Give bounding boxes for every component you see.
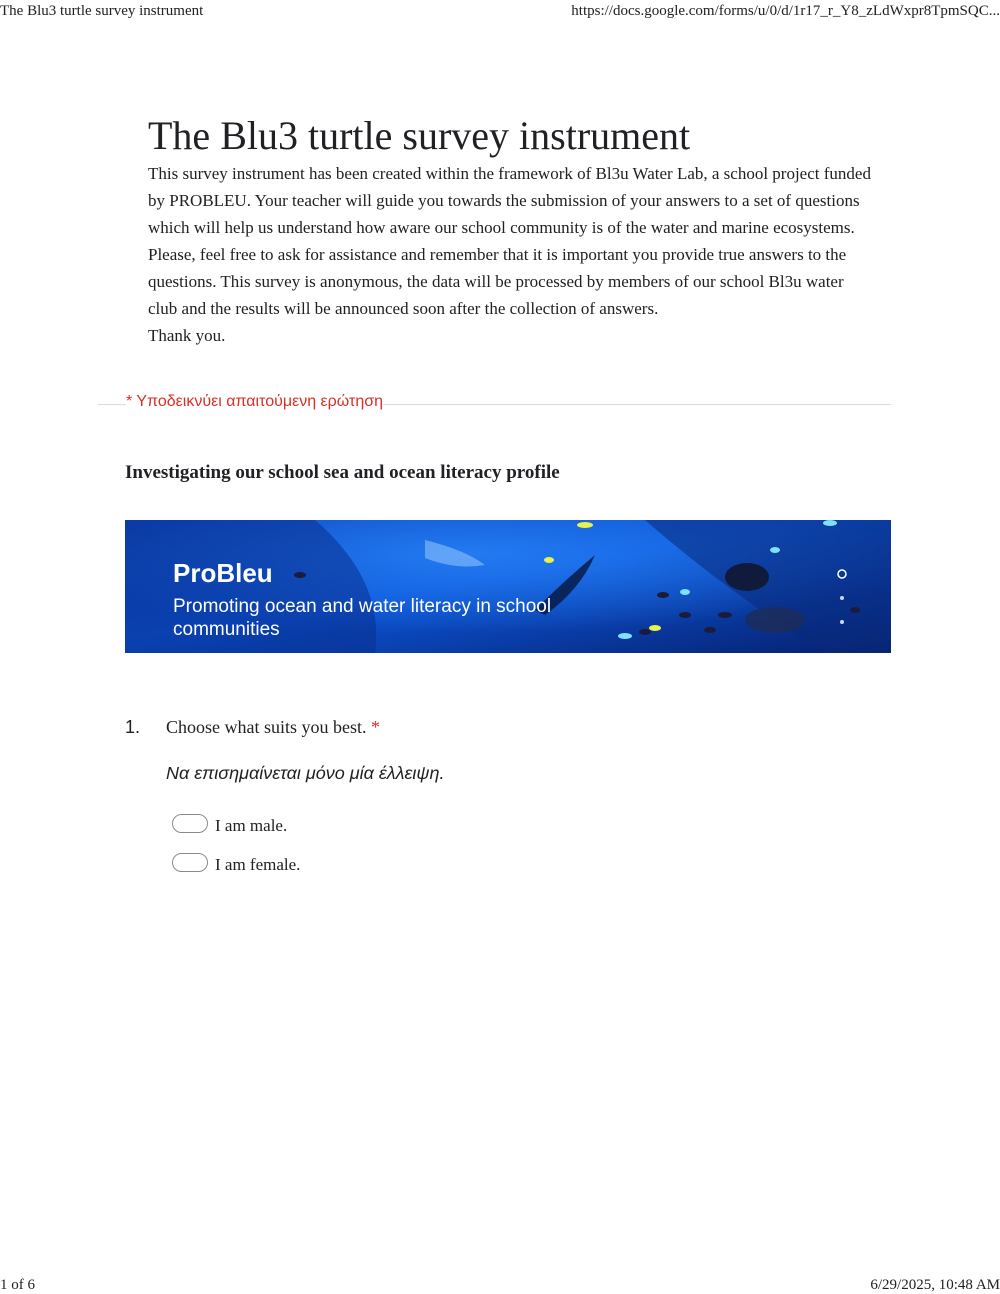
page-number: 1 of 6 (0, 1277, 35, 1293)
radio-oval[interactable] (172, 853, 208, 872)
option-label: I am male. (215, 816, 288, 835)
question-number: 1. (125, 717, 141, 737)
print-header-url: https://docs.google.com/forms/u/0/d/1r17_r_Y8_zLdWxpr8TpmSQC... (571, 3, 1000, 19)
print-header-title: The Blu3 turtle survey instrument (0, 3, 204, 19)
question-text (166, 716, 380, 738)
form-description-text: This survey instrument has been created within the framework of Bl3u Water Lab, a school project funded by PROBLEU. Your teacher will guide you towards the submission of your answers to a set of questions which will help us understand how aware our school community is of the water and marine ecosystems. Please, feel free to ask for assistance and remember that it is important you provide true answers to the questions. This survey is anonymous, the data will be processed by members of our school Bl3u water club and the results will be announced soon after the collection of answers. (148, 164, 871, 318)
form-title: The Blu3 turtle survey instrument (148, 113, 691, 158)
print-header (0, 2, 1000, 22)
banner-subtitle: Promoting ocean and water literacy in school communities (173, 596, 552, 640)
option-label: I am female. (215, 855, 301, 874)
section-title: Investigating our school sea and ocean literacy profile (125, 462, 560, 483)
required-star: * (371, 717, 380, 737)
form-thanks-text: Thank you. (148, 326, 226, 345)
print-datetime: 6/29/2025, 10:48 AM (870, 1277, 1000, 1293)
radio-oval[interactable] (172, 814, 208, 833)
required-note: * Υποδεικνύει απαιτούμενη ερώτηση (126, 391, 383, 413)
question-label: Choose what suits you best. (166, 717, 367, 737)
question-hint: Να επισημαίνεται μόνο μία έλλειψη. (166, 763, 445, 783)
section-banner-image (125, 520, 891, 653)
print-footer (0, 1276, 1000, 1294)
form-description (148, 160, 873, 349)
banner-title: ProBleu (173, 558, 273, 588)
